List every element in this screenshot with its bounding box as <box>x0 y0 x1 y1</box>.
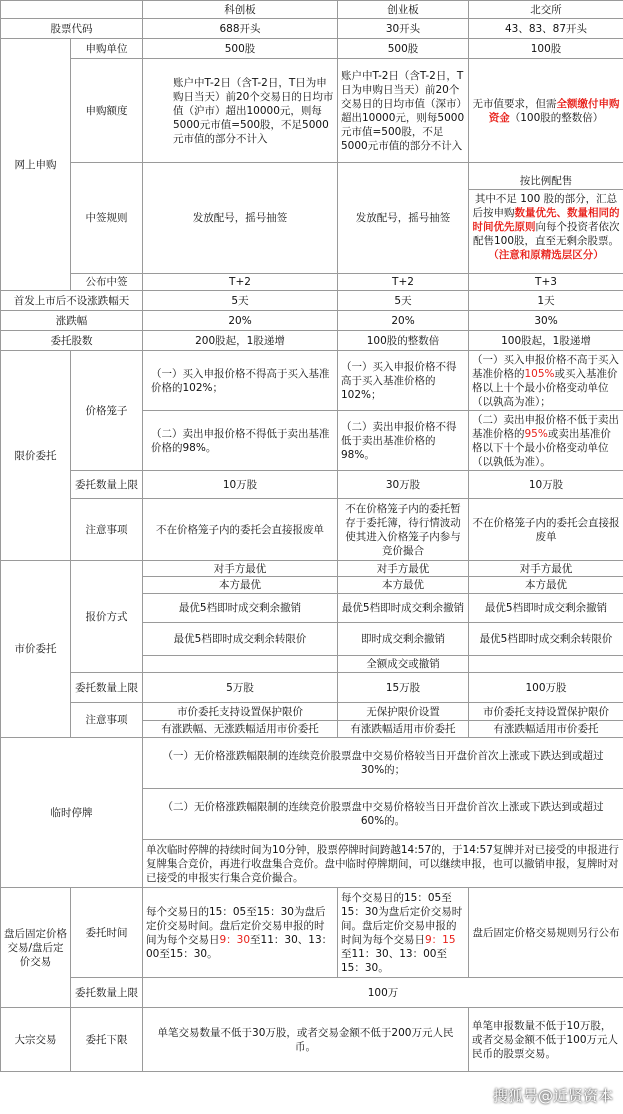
cell-kechuang-buy: （一）买入申报价格不得高于买入基准价格的102%； <box>143 351 338 411</box>
cell-chuangye-sell: （二）卖出申报价格不得低于卖出基准价格的98%。 <box>338 411 469 471</box>
cell-chuangye: 发放配号，摇号抽签 <box>338 163 469 274</box>
col-header-chuangye: 创业板 <box>338 1 469 19</box>
cell-kechuang: 账户中T-2日（含T-2日，T日为申购日当天）前20个交易日的日均市值（沪市）超出10000元，则每5000元市值=500股，不足5000元市值的部分不计入 <box>143 59 338 163</box>
row-label: 报价方式 <box>71 561 143 673</box>
cell-beijiao: 30% <box>469 311 623 331</box>
cell-beijiao: 100股起，1股递增 <box>469 331 623 351</box>
cell-beijiao-empty <box>469 656 623 673</box>
cell-kechuang: 市价委托支持设置保护限价 <box>143 703 338 721</box>
group-limit-order: 限价委托 <box>1 351 71 561</box>
cell-beijiao: 最优5档即时成交剩余转限价 <box>469 623 623 656</box>
row-label: 申购额度 <box>71 59 143 163</box>
quota-beijiao-highlight: 全额缴付申购资金 <box>488 97 620 124</box>
cell-chuangye <box>338 888 469 978</box>
quota-beijiao-post: （100股的整数倍） <box>509 111 604 124</box>
row-after-time <box>1 888 623 978</box>
cell-kechuang: 5天 <box>143 291 338 311</box>
cell-kechuang: 10万股 <box>143 471 338 499</box>
cell-kechuang: 发放配号，摇号抽签 <box>143 163 338 274</box>
halt-item-3: 单次临时停牌的持续时间为10分钟，股票停牌时间跨越14:57的，于14:57复牌并对已接受的申报进行复牌集合竞价，再进行收盘集合竞价。盘中临时停牌期间，可以继续申报，也可以撤销申报，复牌时对已接受的申报实行集合竞价撮合。 <box>143 840 623 888</box>
cell-kechuang-sell: （二）卖出申报价格不得低于卖出基准价格的98%。 <box>143 411 338 471</box>
after-kechuang-post: 至11：30、13：00至15：30。 <box>146 933 333 960</box>
quota-beijiao-pre: 无市值要求，但需 <box>472 97 557 110</box>
row-halt-1 <box>1 738 623 789</box>
after-chuangye-time: 9：15 <box>425 933 456 946</box>
col-header-beijiao: 北交所 <box>469 1 623 19</box>
row-label: 涨跌幅 <box>1 311 143 331</box>
group-block-trade: 大宗交易 <box>1 1008 71 1072</box>
row-quote-1 <box>1 561 623 577</box>
row-label: 委托股数 <box>1 331 143 351</box>
cell-kechuang-chuangye: 单笔交易数量不低于30万股，或者交易金额不低于200万元人民币。 <box>143 1008 469 1072</box>
row-label: 申购单位 <box>71 39 143 59</box>
group-after-hours: 盘后固定价格交易/盘后定价交易 <box>1 888 71 1008</box>
cell-kechuang: 500股 <box>143 39 338 59</box>
cell-kechuang: 688开头 <box>143 19 338 39</box>
row-unit <box>1 39 623 59</box>
lottery-beijiao-body <box>469 190 623 264</box>
cage-beijiao-buy-pre: （一）买入申报价格不高于买入基准价格的 <box>472 353 619 380</box>
row-price-cage-buy <box>1 351 623 411</box>
header-empty <box>1 1 143 19</box>
cell-beijiao: 不在价格笼子内的委托会直接报废单 <box>469 499 623 561</box>
group-online-subscription: 网上申购 <box>1 39 71 291</box>
after-chuangye-pre: 每个交易日的15：05至15：30为盘后定价交易时间。盘后定价交易申报的时间为每个交易日 <box>341 891 463 946</box>
cell-chuangye: 有涨跌幅适用市价委托 <box>338 721 469 738</box>
cell-kechuang: 有涨跌幅、无涨跌幅适用市价委托 <box>143 721 338 738</box>
row-label: 中签规则 <box>71 163 143 274</box>
cage-beijiao-buy-post: 或买入基准价格以上十个最小价格变动单位（以孰高为准）； <box>472 367 618 408</box>
row-label: 委托下限 <box>71 1008 143 1072</box>
cell-chuangye: 500股 <box>338 39 469 59</box>
row-entrust-qty <box>1 331 623 351</box>
row-label: 委托数量上限 <box>71 978 143 1008</box>
cell-chuangye: 无保护限价设置 <box>338 703 469 721</box>
cell-beijiao: 对手方最优 <box>469 561 623 577</box>
header-row <box>1 1 623 19</box>
cell-chuangye: 最优5档即时成交剩余撤销 <box>338 594 469 623</box>
cell-beijiao: 100股 <box>469 39 623 59</box>
row-limit-notes <box>1 499 623 561</box>
halt-item-2: （二）无价格涨跌幅限制的连续竞价股票盘中交易价格较当日开盘价首次上涨或下跌达到或超过60%的。 <box>143 789 623 840</box>
cage-beijiao-sell-pct: 95% <box>524 427 548 440</box>
cell-beijiao: 1天 <box>469 291 623 311</box>
cell-all: 100万 <box>143 978 623 1008</box>
cell-kechuang: 20% <box>143 311 338 331</box>
cell-kechuang: 本方最优 <box>143 577 338 594</box>
group-market-order: 市价委托 <box>1 561 71 738</box>
cell-chuangye: 即时成交剩余撤销 <box>338 623 469 656</box>
col-header-kechuang: 科创板 <box>143 1 338 19</box>
cell-beijiao: 本方最优 <box>469 577 623 594</box>
row-label: 首发上市后不设涨跌幅天 <box>1 291 143 311</box>
cell-chuangye: 账户中T-2日（含T-2日，T日为申购日当天）前20个交易日的日均市值（深市）超出10000元，则每5000元市值=500股，不足5000元市值的部分不计入 <box>338 59 469 163</box>
row-market-max <box>1 673 623 703</box>
row-label: 股票代码 <box>1 19 143 39</box>
cell-chuangye: 5天 <box>338 291 469 311</box>
cell-kechuang: 不在价格笼子内的委托会直接报废单 <box>143 499 338 561</box>
row-quota <box>1 59 623 163</box>
cell-chuangye: 对手方最优 <box>338 561 469 577</box>
row-announce <box>1 274 623 291</box>
lottery-beijiao-head: 按比例配售 <box>469 173 623 190</box>
cell-beijiao: 市价委托支持设置保护限价 <box>469 703 623 721</box>
cell-chuangye: 30万股 <box>338 471 469 499</box>
cell-chuangye: 全额成交或撤销 <box>338 656 469 673</box>
row-limit-max <box>1 471 623 499</box>
cell-kechuang: T+2 <box>143 274 338 291</box>
cell-kechuang: 5万股 <box>143 673 338 703</box>
cell-kechuang: 200股起，1股递增 <box>143 331 338 351</box>
cell-chuangye: 30开头 <box>338 19 469 39</box>
cell-beijiao: 有涨跌幅适用市价委托 <box>469 721 623 738</box>
lottery-beijiao-pre: 其中不足 100 股的部分，汇总后按申购 <box>472 192 618 219</box>
cell-chuangye: T+2 <box>338 274 469 291</box>
cell-beijiao <box>469 163 623 274</box>
lottery-beijiao-note: （注意和原精选层区分） <box>488 248 604 261</box>
row-label: 委托数量上限 <box>71 471 143 499</box>
cell-beijiao-buy <box>469 351 623 411</box>
cell-kechuang-empty <box>143 656 338 673</box>
row-lottery <box>1 163 623 274</box>
cell-beijiao: 最优5档即时成交剩余撤销 <box>469 594 623 623</box>
cell-beijiao: 43、83、87开头 <box>469 19 623 39</box>
cell-chuangye: 100股的整数倍 <box>338 331 469 351</box>
cell-beijiao-sell <box>469 411 623 471</box>
row-label: 注意事项 <box>71 499 143 561</box>
lottery-beijiao-mid: 向每个投资者依次配售100股，直至无剩余股票。 <box>472 220 620 247</box>
cell-chuangye: 本方最优 <box>338 577 469 594</box>
cell-kechuang: 对手方最优 <box>143 561 338 577</box>
after-chuangye-post: 至11：30、13：00至15：30。 <box>341 947 447 974</box>
row-label: 价格笼子 <box>71 351 143 471</box>
after-kechuang-pre: 每个交易日的15：05至15：30为盘后定价交易时间。盘后定价交易申报的时间为每个交易日 <box>146 905 326 946</box>
lottery-beijiao-highlight: 数量优先、数量相同的时间优先原则 <box>472 206 620 233</box>
row-label: 注意事项 <box>71 703 143 738</box>
cell-beijiao: 盘后固定价格交易规则另行公布 <box>469 888 623 978</box>
cell-beijiao: 单笔申报数量不低于10万股，或者交易金额不低于100万元人民币的股票交易。 <box>469 1008 623 1072</box>
cage-beijiao-buy-pct: 105% <box>524 367 555 380</box>
row-label: 公布中签 <box>71 274 143 291</box>
row-first-days <box>1 291 623 311</box>
row-block <box>1 1008 623 1072</box>
row-after-max <box>1 978 623 1008</box>
row-price-limit <box>1 311 623 331</box>
cage-beijiao-sell-pre: （二）卖出申报价格不低于卖出基准价格的 <box>472 413 619 440</box>
halt-item-1: （一）无价格涨跌幅限制的连续竞价股票盘中交易价格较当日开盘价首次上涨或下跌达到或超过30%的； <box>143 738 623 789</box>
after-kechuang-time: 9：30 <box>219 933 251 946</box>
cell-beijiao: 100万股 <box>469 673 623 703</box>
cell-chuangye: 15万股 <box>338 673 469 703</box>
cell-kechuang: 最优5档即时成交剩余撤销 <box>143 594 338 623</box>
row-market-notes-1 <box>1 703 623 721</box>
cell-chuangye: 20% <box>338 311 469 331</box>
group-temporary-halt: 临时停牌 <box>1 738 143 888</box>
cell-beijiao <box>469 59 623 163</box>
cage-beijiao-sell-post: 或卖出基准价格以下十个最小价格变动单位（以孰低为准）。 <box>472 427 611 468</box>
row-stock-code <box>1 19 623 39</box>
watermark: 搜狐号@近贤资本 <box>492 1087 613 1105</box>
cell-beijiao: T+3 <box>469 274 623 291</box>
cell-beijiao: 10万股 <box>469 471 623 499</box>
row-label: 委托数量上限 <box>71 673 143 703</box>
cell-kechuang: 最优5档即时成交剩余转限价 <box>143 623 338 656</box>
cell-kechuang <box>143 888 338 978</box>
cell-chuangye-buy: （一）买入申报价格不得高于买入基准价格的102%； <box>338 351 469 411</box>
cell-chuangye: 不在价格笼子内的委托暂存于委托簿，待行情波动使其进入价格笼子内参与竞价撮合 <box>338 499 469 561</box>
row-label: 委托时间 <box>71 888 143 978</box>
